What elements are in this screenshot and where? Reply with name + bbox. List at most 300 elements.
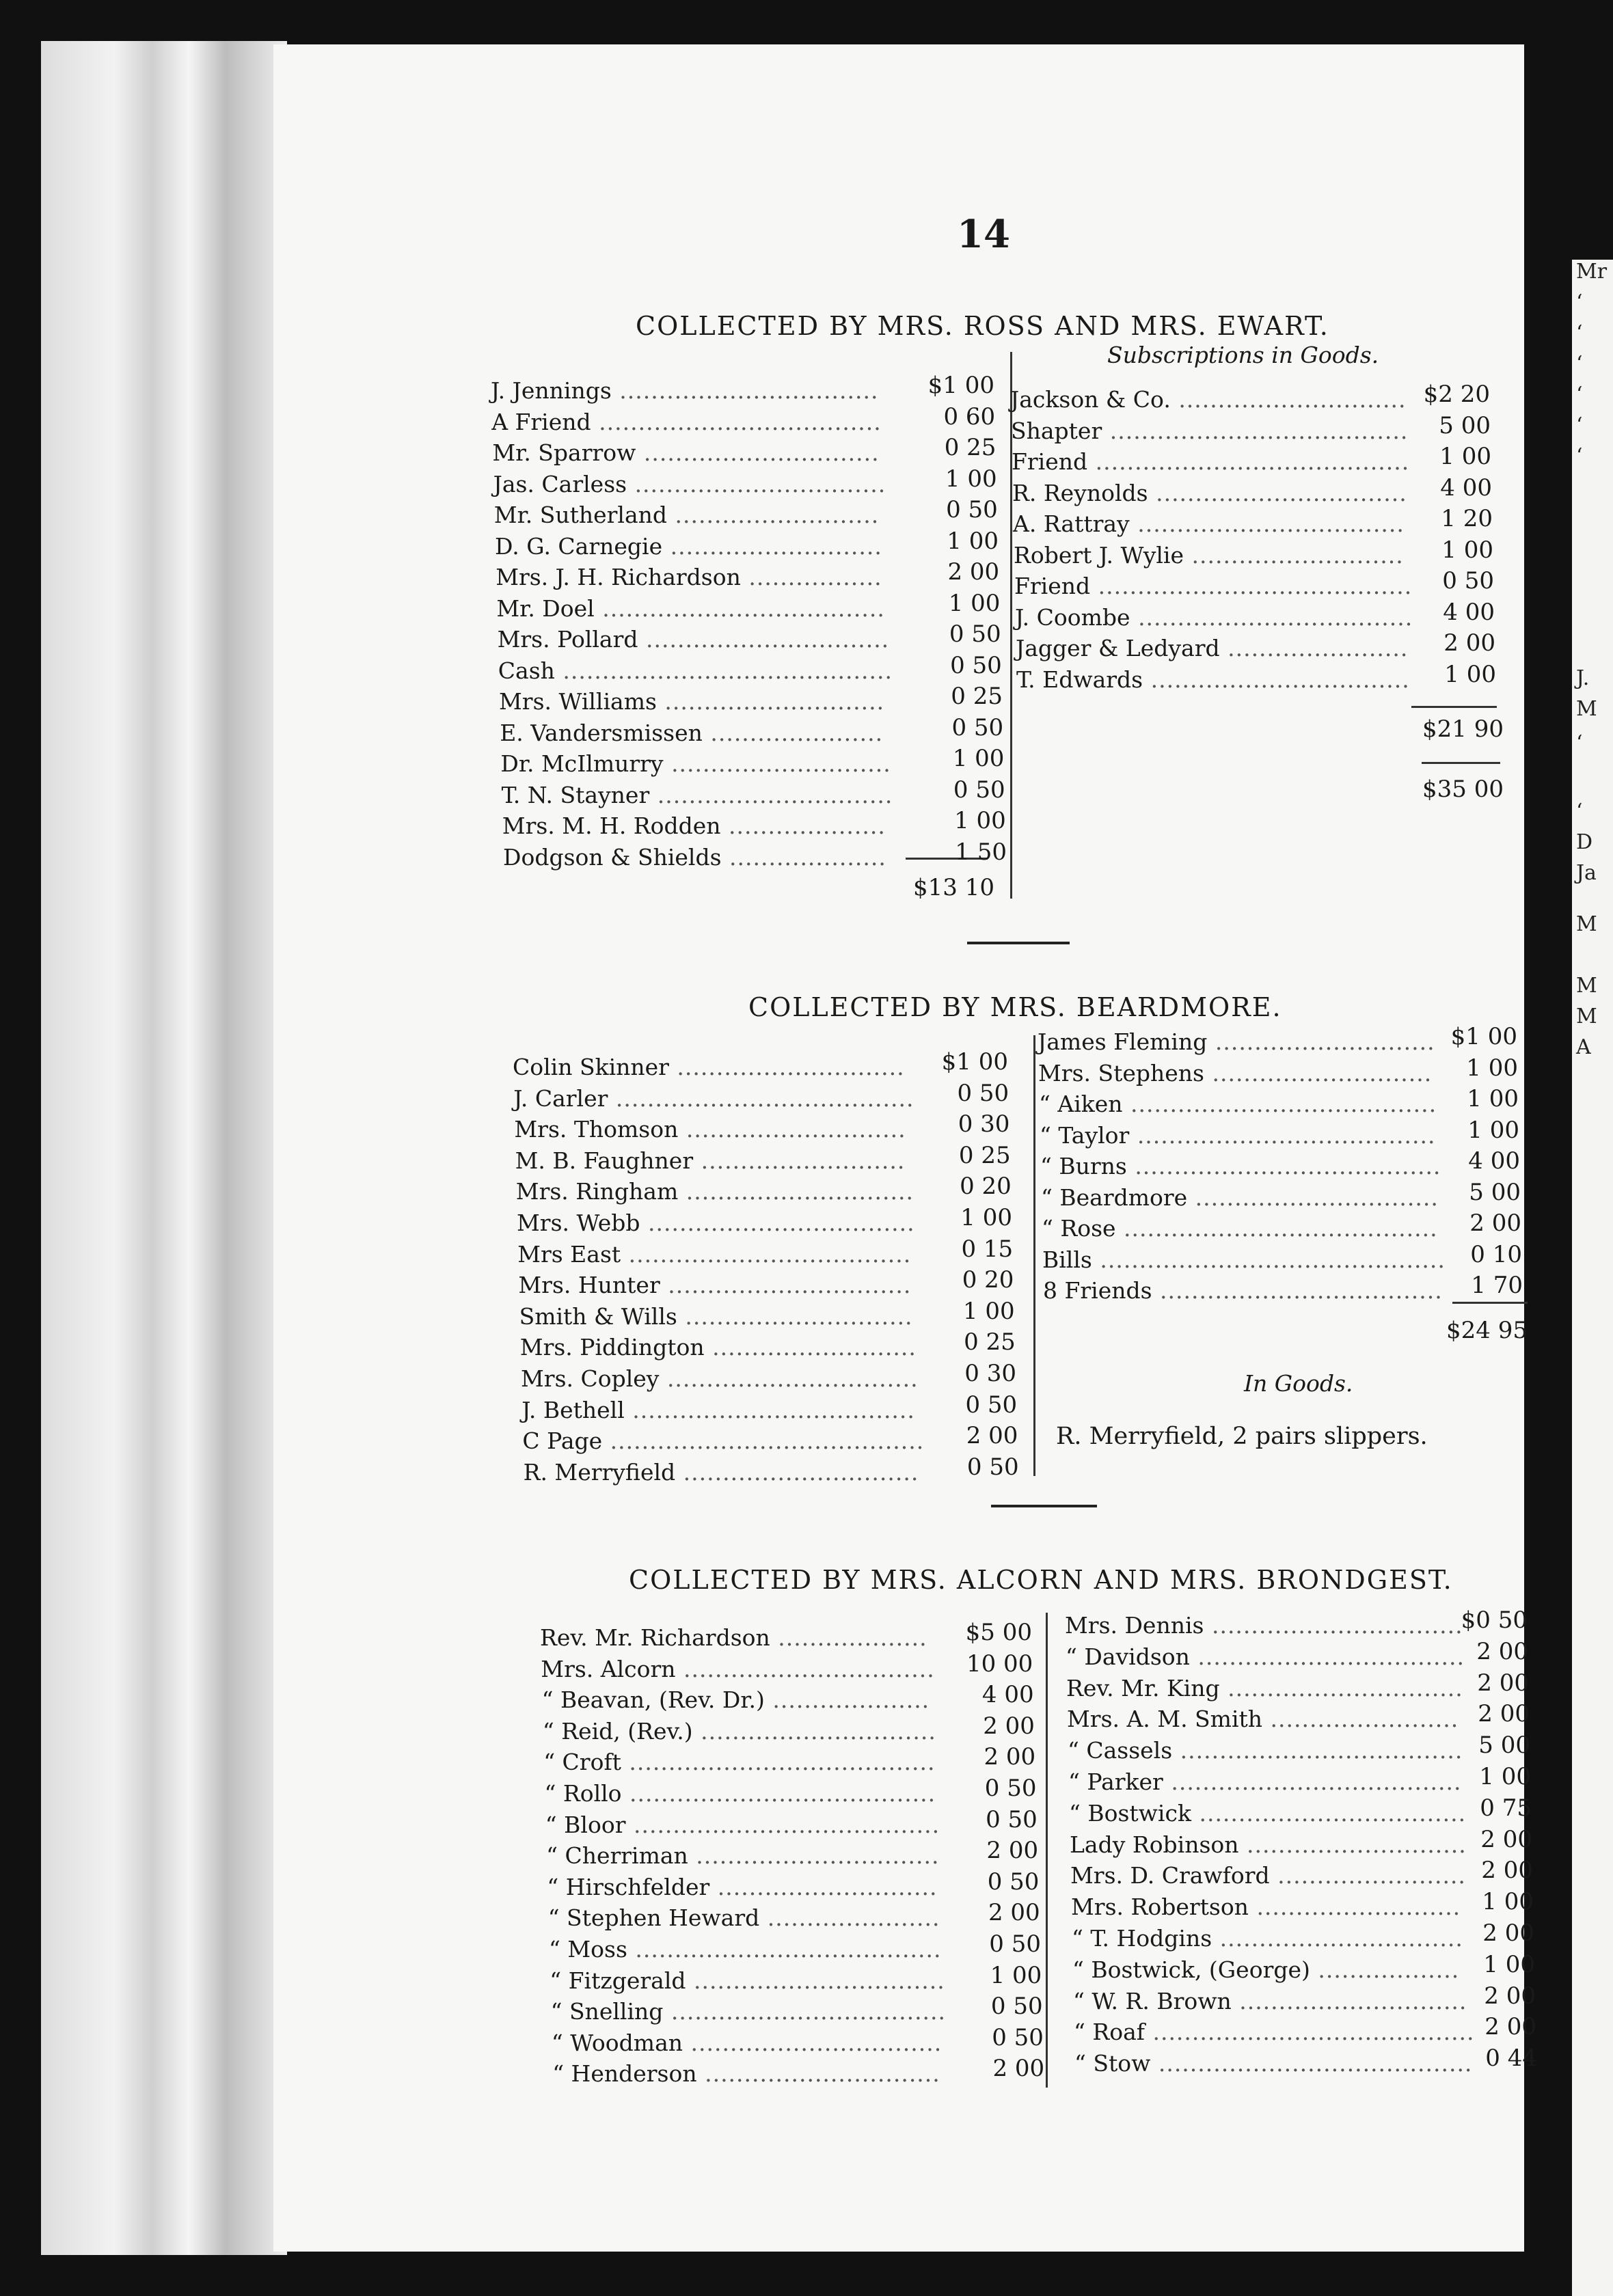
list-item <box>491 408 882 435</box>
donor-name: Friend <box>1014 573 1091 599</box>
leader-dots: ................................ <box>683 2029 943 2056</box>
donation-amount: 5 00 <box>1469 1178 1521 1206</box>
donor-name: “ Hirschfelder <box>547 1873 710 1900</box>
donor-name: Rev. Mr. Richardson <box>540 1624 770 1651</box>
donation-amount: 0 75 <box>1480 1794 1532 1822</box>
leader-dots: ...................................... <box>1129 1121 1436 1149</box>
list-item <box>1015 603 1413 631</box>
donor-name: Jas. Carless <box>493 470 627 497</box>
donation-amount: 0 50 <box>950 651 1002 679</box>
donation-amount: 2 00 <box>1469 1210 1521 1237</box>
list-item <box>521 1367 919 1390</box>
donor-name: “ Rollo <box>544 1780 622 1807</box>
leader-dots: .................................. <box>1191 1799 1467 1827</box>
list-item <box>1011 417 1409 444</box>
donor-name: “ T. Hodgins <box>1072 1925 1212 1952</box>
donor-name: “ Cassels <box>1068 1737 1173 1764</box>
list-item <box>513 1084 914 1112</box>
goods-line: R. Merryfield, 2 pairs slippers. <box>1056 1423 1428 1450</box>
donation-amount: 0 25 <box>951 683 1003 710</box>
donation-amount: 0 50 <box>949 620 1001 648</box>
donor-name: Mrs. Stephens <box>1038 1059 1204 1086</box>
next-page-fragment: ‘ <box>1576 731 1583 755</box>
list-item <box>519 1302 913 1330</box>
section-title-ross-ewart: COLLECTED BY MRS. ROSS AND MRS. EWART. <box>636 311 1329 341</box>
donor-name: Dodgson & Shields <box>503 843 722 871</box>
donation-amount: 2 00 <box>1484 1982 1536 2010</box>
donor-name: “ Reid, (Rev.) <box>542 1717 693 1745</box>
donor-name: “ Moss <box>549 1936 627 1963</box>
leader-dots: .................................. <box>640 1210 915 1236</box>
list-item <box>1016 668 1410 691</box>
donor-name: Mr. Sparrow <box>492 439 636 466</box>
donation-amount: 2 00 <box>983 1712 1035 1740</box>
beardmore-total: $24 95 <box>1446 1317 1528 1344</box>
list-item <box>1072 1927 1463 1950</box>
donation-amount: 2 00 <box>1481 1857 1533 1885</box>
list-item <box>521 1396 915 1423</box>
list-item <box>500 719 884 746</box>
list-item <box>1040 1121 1436 1149</box>
donation-amount: 0 20 <box>960 1173 1012 1201</box>
donor-name: R. Merryfield <box>523 1458 676 1486</box>
total-rule <box>1422 762 1500 764</box>
leader-dots: ................................... <box>663 1998 947 2025</box>
donor-name: Jagger & Ledyard <box>1016 635 1220 661</box>
donor-name: “ Taylor <box>1040 1121 1130 1149</box>
list-item <box>519 1334 917 1361</box>
donor-name: Mrs. Alcorn <box>541 1655 676 1682</box>
leader-dots: ............................. <box>668 1054 905 1080</box>
donation-amount: 0 25 <box>964 1328 1016 1356</box>
leader-dots: .......................................... <box>554 657 893 684</box>
leader-dots: ....................................... <box>627 1936 942 1963</box>
leader-dots: ........................................ <box>602 1427 925 1455</box>
donor-name: R. Reynolds <box>1012 479 1148 506</box>
list-item <box>1068 1768 1462 1795</box>
donation-amount: 1 00 <box>1466 1054 1518 1082</box>
donor-name: Mrs. D. Crawford <box>1070 1862 1270 1889</box>
donation-amount: 0 50 <box>965 1391 1018 1419</box>
donor-name: J. Jennings <box>491 377 612 404</box>
list-item <box>1068 1739 1463 1762</box>
donation-amount: 1 00 <box>962 1297 1015 1325</box>
donor-name: Mrs. Thomson <box>514 1116 679 1143</box>
donor-name: J. Coombe <box>1015 603 1130 631</box>
leader-dots: .......................... <box>693 1147 906 1174</box>
leader-dots: ............................... <box>638 626 890 653</box>
donation-amount: 0 50 <box>989 1930 1041 1958</box>
donation-amount: 0 30 <box>958 1110 1010 1138</box>
donor-name: Mrs. Dennis <box>1065 1612 1204 1639</box>
list-item <box>1067 1706 1459 1733</box>
leader-dots: .......................... <box>667 502 880 528</box>
list-item <box>1071 1894 1461 1921</box>
leader-dots: ....................................... <box>1122 1091 1437 1117</box>
list-item <box>541 1686 930 1714</box>
list-item <box>1012 479 1407 506</box>
leader-dots: .............................. <box>692 1717 936 1745</box>
donor-name: J. Bethell <box>521 1396 625 1423</box>
leader-dots: ................................ <box>1148 479 1407 506</box>
donation-amount: 1 00 <box>1467 1085 1519 1112</box>
leader-dots: .................................... <box>1152 1277 1443 1304</box>
donor-name: Shapter <box>1011 417 1102 444</box>
list-item <box>1042 1217 1438 1240</box>
donor-name: M. B. Faughner <box>515 1147 694 1174</box>
donor-name: Smith & Wills <box>519 1302 677 1330</box>
list-item <box>541 1655 935 1682</box>
subscriptions-in-goods-heading: Subscriptions in Goods. <box>1107 342 1379 368</box>
list-item <box>496 566 882 588</box>
donation-amount: 0 50 <box>987 1868 1040 1896</box>
donor-name: Lady Robinson <box>1070 1831 1239 1858</box>
donation-amount: 0 25 <box>944 434 997 461</box>
donor-name: “ Rose <box>1042 1215 1116 1242</box>
donor-name: “ Fitzgerald <box>550 1967 686 1994</box>
next-page-fragment: M <box>1576 1004 1597 1028</box>
section-divider <box>991 1505 1097 1507</box>
donor-name: T. N. Stayner <box>501 781 650 808</box>
leader-dots: ....................................... <box>621 1780 936 1807</box>
donation-amount: 4 00 <box>1468 1147 1520 1175</box>
leader-dots: ............................ <box>1238 1831 1467 1858</box>
total-rule <box>1452 1302 1528 1304</box>
leader-dots: ................................ <box>627 470 886 497</box>
list-item <box>1074 2052 1472 2075</box>
list-item <box>540 1626 927 1649</box>
leader-dots: ................................. <box>1143 666 1410 693</box>
donor-name: Jackson & Co. <box>1010 386 1171 413</box>
next-page-fragment: ‘ <box>1576 413 1583 437</box>
leader-dots: .................................... <box>591 408 882 435</box>
donation-amount: 2 00 <box>992 2055 1045 2083</box>
donation-amount: 2 00 <box>1478 1700 1530 1728</box>
donation-amount: 2 00 <box>984 1743 1036 1771</box>
donation-amount: 1 20 <box>1441 505 1493 532</box>
list-item <box>1072 1958 1459 1981</box>
donor-name: “ Aiken <box>1039 1091 1123 1117</box>
donor-name: “ Henderson <box>552 2060 697 2088</box>
donation-amount: 1 00 <box>945 465 997 493</box>
leader-dots: ............................. <box>678 1178 914 1205</box>
donation-amount: 1 70 <box>1471 1272 1523 1299</box>
donation-amount: 2 00 <box>1477 1669 1529 1697</box>
donor-name: “ W. R. Brown <box>1073 1987 1232 2014</box>
donation-amount: 4 00 <box>1443 598 1495 626</box>
donation-amount: $1 00 <box>927 372 994 399</box>
section-title-beardmore: COLLECTED BY MRS. BEARDMORE. <box>748 992 1282 1022</box>
donor-name: Mrs. Piddington <box>519 1334 705 1361</box>
leader-dots: .................... <box>721 843 886 871</box>
donation-amount: 1 50 <box>955 838 1007 866</box>
leader-dots: ................................. <box>611 377 879 404</box>
leader-dots: ................. <box>740 564 882 590</box>
leader-dots: .............................. <box>649 781 893 808</box>
list-item <box>550 1969 945 1992</box>
donor-name: “ Burns <box>1040 1153 1127 1179</box>
section-divider <box>967 942 1070 944</box>
list-item <box>523 1458 919 1486</box>
next-page-fragment: A <box>1576 1035 1591 1059</box>
leader-dots: .................................. <box>1129 510 1405 537</box>
donation-amount: 0 15 <box>961 1235 1014 1263</box>
list-item <box>1066 1645 1465 1668</box>
donation-amount: 5 00 <box>1478 1732 1530 1760</box>
donor-name: J. Carler <box>513 1084 608 1112</box>
donation-amount: 0 50 <box>966 1453 1019 1481</box>
leader-dots: ............................... <box>688 1842 940 1870</box>
donor-name: E. Vandersmissen <box>500 719 703 746</box>
list-item <box>495 532 882 560</box>
donor-name: James Fleming <box>1038 1028 1208 1055</box>
leader-dots: .................................... <box>621 1240 912 1268</box>
donor-name: “ Roaf <box>1074 2019 1145 2046</box>
list-item <box>1070 1864 1466 1887</box>
leader-dots: ........................................ <box>1150 2050 1473 2077</box>
leader-dots: ........................................ <box>1115 1215 1438 1242</box>
donation-amount: 0 50 <box>986 1805 1038 1833</box>
next-page-fragment: ‘ <box>1576 383 1583 407</box>
donor-name: “ Bostwick <box>1069 1799 1191 1827</box>
leader-dots: .................. <box>1310 1956 1460 1983</box>
donor-name: Rev. Mr. King <box>1066 1674 1220 1702</box>
leader-dots: ................... <box>770 1624 927 1651</box>
in-goods-heading: In Goods. <box>1244 1370 1353 1397</box>
list-item <box>1013 512 1405 535</box>
donation-amount: 1 00 <box>1444 660 1496 688</box>
donation-amount: 2 00 <box>1485 2013 1536 2041</box>
donation-amount: $1 00 <box>941 1048 1008 1076</box>
donation-amount: 0 50 <box>1442 567 1494 594</box>
list-item <box>546 1842 940 1870</box>
list-item <box>1043 1279 1443 1302</box>
donation-amount: 1 00 <box>947 527 999 555</box>
next-page-fragment: ‘ <box>1576 352 1583 376</box>
donation-amount: 4 00 <box>1440 474 1492 502</box>
list-item <box>515 1149 906 1172</box>
leader-dots: ............................ <box>656 688 885 715</box>
leader-dots: ............................ <box>1204 1059 1433 1086</box>
leader-dots: ........................ <box>1269 1862 1466 1889</box>
donor-name: Mr. Sutherland <box>493 502 668 528</box>
donation-amount: 4 00 <box>981 1681 1034 1709</box>
leader-dots: ........................... <box>662 532 882 560</box>
list-item <box>542 1717 936 1745</box>
donor-name: “ Croft <box>543 1749 621 1776</box>
donation-amount: $5 00 <box>965 1619 1032 1646</box>
list-item <box>494 504 879 526</box>
column-divider <box>1046 1613 1048 2088</box>
donation-amount: 0 10 <box>1470 1240 1522 1268</box>
donor-name: Mrs. Copley <box>521 1365 660 1392</box>
list-item <box>516 1180 914 1203</box>
leader-dots: .............................. <box>696 2060 940 2088</box>
list-item <box>1010 388 1407 411</box>
leader-dots: .................................. <box>1189 1643 1465 1670</box>
donation-amount: 1 00 <box>1479 1763 1531 1790</box>
leader-dots: ............................. <box>1170 386 1407 413</box>
leader-dots: ....................................... <box>621 1749 936 1776</box>
leader-dots: ................................... <box>1130 603 1413 631</box>
leader-dots: .......................... <box>1248 1894 1461 1921</box>
donation-amount: 0 50 <box>946 496 998 523</box>
list-item <box>547 1904 940 1932</box>
donation-amount: 1 00 <box>1439 443 1491 470</box>
section-title-alcorn-brondgest: COLLECTED BY MRS. ALCORN AND MRS. BRONDGEST. <box>629 1565 1453 1595</box>
donor-name: “ Davidson <box>1066 1643 1190 1670</box>
donation-amount: 0 50 <box>990 1993 1043 2021</box>
leader-dots: ................................ <box>675 1655 935 1682</box>
donor-name: “ Cherriman <box>546 1842 688 1870</box>
donation-amount: 1 00 <box>952 745 1005 772</box>
leader-dots: ....................................... <box>625 1811 940 1838</box>
leader-dots: ............................................ <box>1092 1246 1446 1273</box>
list-item <box>1012 450 1409 473</box>
donor-name: Mrs East <box>517 1240 621 1268</box>
list-item <box>496 594 885 622</box>
list-item <box>1041 1186 1439 1209</box>
leader-dots: .................................... <box>624 1396 915 1423</box>
donation-amount: 0 50 <box>957 1079 1009 1107</box>
list-item <box>549 1936 942 1963</box>
list-item <box>1070 1833 1467 1856</box>
donor-name: Friend <box>1012 448 1088 475</box>
leader-dots: ...................... <box>702 719 884 746</box>
donor-name: Mrs. Webb <box>517 1210 640 1236</box>
list-item <box>1038 1030 1435 1053</box>
donor-name: Mrs. Hunter <box>518 1272 660 1299</box>
leader-dots: ................................ <box>659 1365 919 1392</box>
next-page-fragment: M <box>1576 974 1597 998</box>
list-item <box>522 1427 925 1455</box>
leader-dots: ............................... <box>660 1272 912 1299</box>
leader-dots: .................................... <box>1172 1737 1463 1764</box>
list-item <box>1014 575 1412 597</box>
donation-amount: 2 00 <box>1443 629 1495 657</box>
list-item <box>1014 541 1404 569</box>
leader-dots: ............................. <box>677 1302 913 1330</box>
leader-dots: .......................... <box>704 1334 917 1361</box>
donor-name: Cash <box>498 657 555 684</box>
next-page-fragment: D <box>1576 830 1593 854</box>
leader-dots: ...................................... <box>608 1084 914 1112</box>
leader-dots: ....................... <box>1219 635 1409 661</box>
leader-dots: ............................. <box>1231 1987 1467 2014</box>
list-item <box>499 690 884 713</box>
leader-dots: .............................. <box>636 439 880 466</box>
list-item <box>498 659 893 682</box>
donation-amount: 2 00 <box>1482 1919 1534 1947</box>
donor-name: Bills <box>1042 1246 1092 1273</box>
leader-dots: ............................ <box>678 1116 906 1143</box>
list-item <box>1066 1674 1463 1702</box>
next-page-fragment: ‘ <box>1576 444 1583 468</box>
left-total: $13 10 <box>913 874 994 901</box>
list-item <box>545 1782 936 1805</box>
leader-dots: ............................ <box>1207 1028 1435 1055</box>
donation-amount: $0 50 <box>1461 1607 1528 1634</box>
list-item <box>1069 1799 1467 1827</box>
next-page-fragment: Mr <box>1576 260 1608 284</box>
leader-dots: .................................... <box>594 594 885 622</box>
leader-dots: ......................................... <box>1144 2019 1475 2046</box>
next-page-fragment: M <box>1576 912 1597 936</box>
next-page-fragment: J. <box>1576 666 1590 690</box>
donor-name: D. G. Carnegie <box>495 532 663 560</box>
list-item <box>514 1116 906 1143</box>
leader-dots: .................... <box>720 812 886 839</box>
list-item <box>493 470 886 497</box>
donation-amount: $1 00 <box>1450 1023 1517 1050</box>
list-item <box>1073 1987 1467 2014</box>
donation-amount: 2 00 <box>988 1899 1040 1927</box>
leader-dots: ........................................ <box>1090 573 1413 599</box>
next-page-fragment: Ja <box>1576 861 1597 885</box>
donor-name: Mr. Doel <box>496 594 595 622</box>
donor-name: Mrs. Robertson <box>1071 1894 1249 1921</box>
donation-amount: 0 50 <box>951 713 1004 741</box>
leader-dots: ........................... <box>1184 541 1404 569</box>
donor-name: “ Woodman <box>551 2029 683 2056</box>
next-page-fragment: M <box>1576 697 1597 721</box>
page-number: 14 <box>957 212 1010 257</box>
leader-dots: ...................................... <box>1102 417 1409 444</box>
list-item <box>500 752 891 775</box>
leader-dots: ........................................ <box>1087 448 1410 475</box>
donor-name: “ Bloor <box>545 1811 626 1838</box>
list-item <box>517 1240 912 1268</box>
leader-dots: ............................... <box>1212 1925 1463 1952</box>
list-item <box>547 1873 938 1900</box>
donor-name: “ Snelling <box>550 1998 664 2025</box>
donation-amount: 0 44 <box>1485 2045 1537 2073</box>
donation-amount: 2 00 <box>947 558 1000 586</box>
donation-amount: 1 00 <box>1482 1888 1534 1916</box>
donation-amount: 2 00 <box>986 1837 1039 1865</box>
leader-dots: ....................................... <box>1126 1153 1441 1179</box>
next-page-fragment: ‘ <box>1576 290 1583 314</box>
donation-amount: 2 00 <box>1476 1637 1528 1665</box>
donor-name: “ Bostwick, (George) <box>1072 1956 1310 1983</box>
leader-dots: ............................... <box>1187 1184 1439 1211</box>
donation-amount: 1 00 <box>954 807 1006 834</box>
donor-name: Colin Skinner <box>513 1054 669 1080</box>
list-item <box>545 1811 940 1838</box>
list-item <box>543 1749 936 1776</box>
donor-name: “ Stephen Heward <box>547 1904 760 1932</box>
list-item <box>501 781 893 808</box>
next-page-fragment: ‘ <box>1576 321 1583 345</box>
list-item <box>517 1212 915 1234</box>
donor-name: C Page <box>522 1427 603 1455</box>
donor-name: Mrs. M. H. Rodden <box>502 812 721 839</box>
donation-amount: 2 00 <box>966 1422 1018 1450</box>
donation-amount: 5 00 <box>1439 411 1491 439</box>
leader-dots: ................................ <box>1204 1612 1463 1639</box>
total-rule <box>1411 706 1497 708</box>
list-item <box>551 2000 946 2023</box>
next-page-fragment: ‘ <box>1576 800 1583 823</box>
leader-dots: .............................. <box>1219 1674 1463 1702</box>
list-item <box>491 379 878 402</box>
leader-dots: ............................ <box>709 1873 938 1900</box>
goods-subtotal: $21 90 <box>1422 715 1504 743</box>
leader-dots: .................... <box>764 1686 930 1714</box>
donation-amount: 0 30 <box>964 1360 1016 1387</box>
donor-name: Mrs. A. M. Smith <box>1067 1706 1263 1733</box>
donor-name: Dr. McIlmurry <box>500 750 664 777</box>
